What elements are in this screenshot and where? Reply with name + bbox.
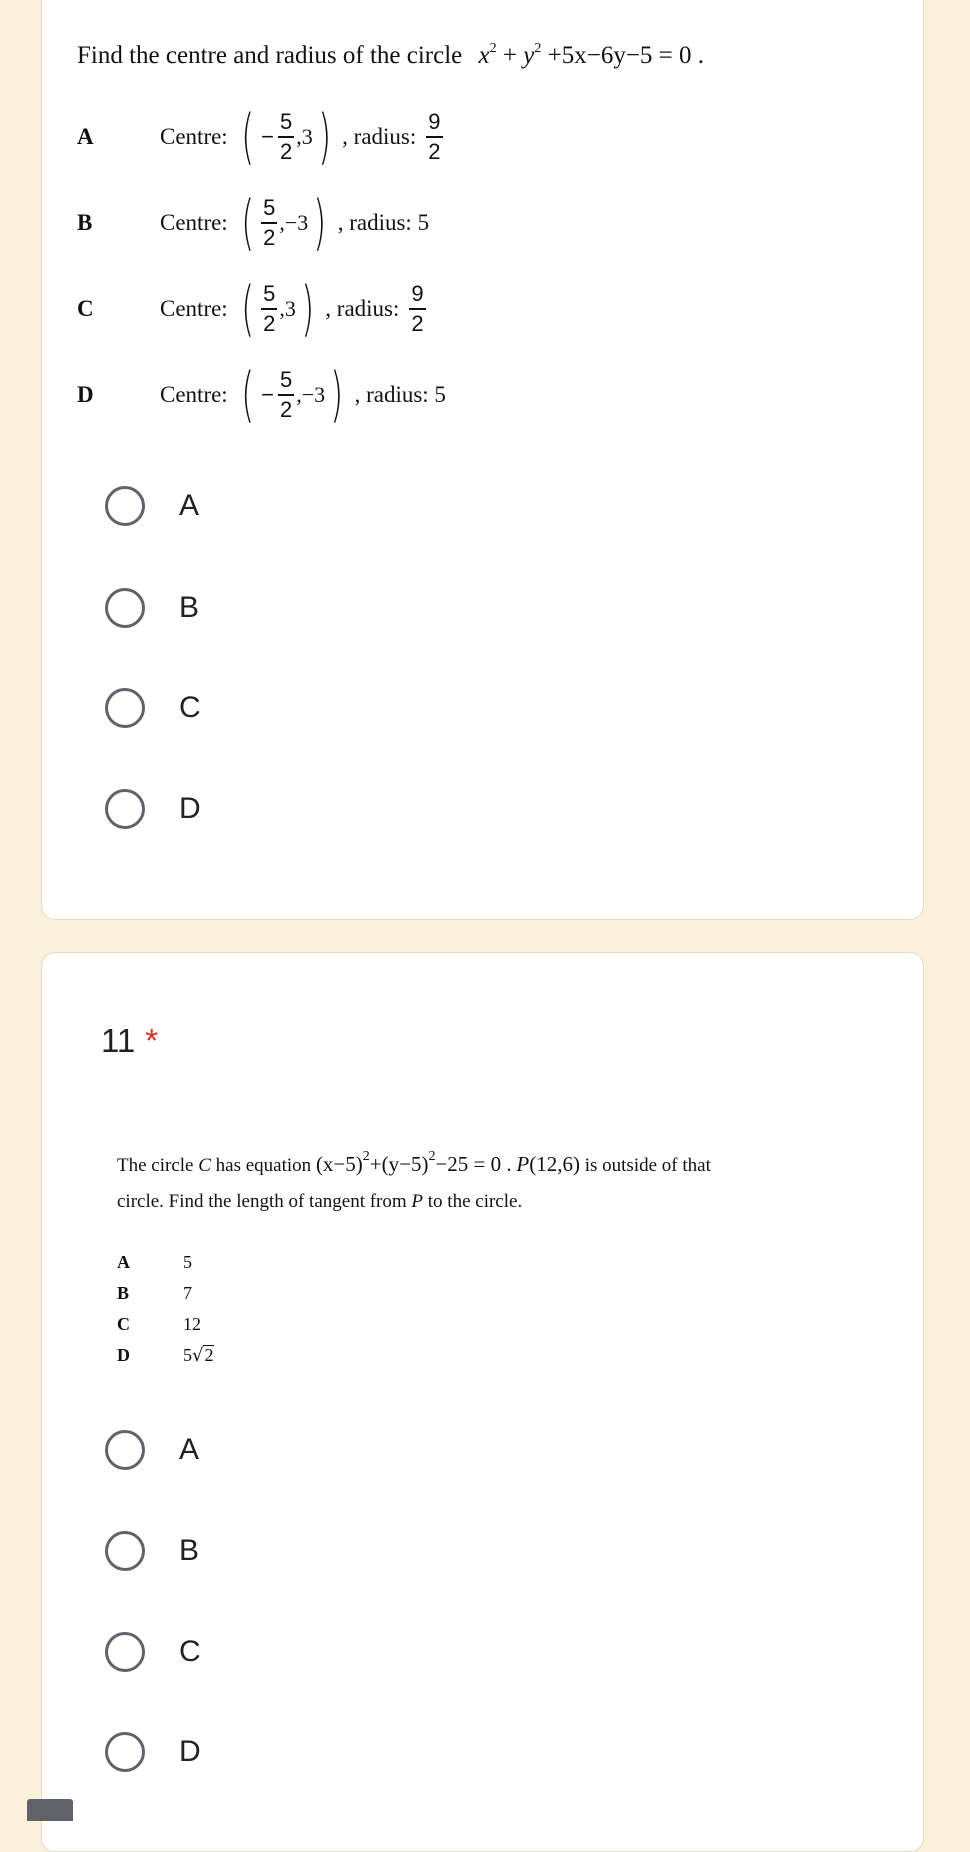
text: The circle: [117, 1155, 194, 1176]
tangent-equation: [315, 1149, 512, 1176]
eq-rest: −5 = 0 .: [625, 42, 705, 69]
option-letter: B: [117, 1283, 130, 1303]
eq-sq: 2: [534, 41, 542, 56]
paren-close: ): [318, 102, 331, 172]
minus-sign: −: [261, 124, 274, 149]
eq-part: (x−5): [315, 1152, 363, 1176]
option-letter: D: [117, 1345, 130, 1365]
question-card-11: [41, 952, 924, 1852]
eq-sq: 2: [428, 1149, 436, 1164]
choice-label: D: [179, 792, 201, 825]
option-c-text: [77, 274, 428, 344]
question-10-prompt: [77, 42, 704, 70]
radius-label: , radius:: [342, 124, 417, 149]
radio-button-icon[interactable]: [105, 486, 145, 526]
q11-choice-d[interactable]: [105, 1732, 201, 1772]
denominator: 2: [263, 310, 276, 336]
second-coord: ,−3: [279, 210, 309, 235]
eq-x: x: [478, 42, 490, 69]
numerator: 9: [411, 281, 424, 307]
square-root: [192, 1345, 214, 1366]
eq-6y: 6y: [600, 42, 626, 69]
denominator: 2: [428, 138, 441, 164]
centre-label: Centre:: [160, 210, 228, 235]
eq-part: +(y−5): [369, 1152, 429, 1176]
choice-label: A: [179, 1433, 200, 1466]
q10-choice-a[interactable]: [105, 486, 199, 526]
q10-choice-d[interactable]: [105, 789, 201, 829]
point-name: P: [516, 1152, 530, 1176]
radius-text: , radius: 5: [354, 382, 446, 407]
q11-prompt-line-1: [117, 1149, 711, 1177]
option-d-text: [117, 1345, 214, 1366]
text: to the circle.: [427, 1191, 523, 1212]
option-c-text: [117, 1314, 201, 1335]
point-name: P: [411, 1191, 424, 1212]
option-letter: A: [77, 124, 94, 149]
eq-plus: +: [547, 42, 562, 69]
point-coords: (12,6): [529, 1152, 580, 1176]
radio-button-icon[interactable]: [105, 688, 145, 728]
text: is outside of that: [584, 1155, 711, 1176]
radius-label: , radius:: [325, 296, 400, 321]
eq-part: −25 = 0 .: [435, 1152, 512, 1176]
minus-sign: −: [261, 382, 274, 407]
radius-fraction: [409, 283, 425, 335]
option-b-text: [117, 1283, 192, 1304]
choice-label: A: [179, 489, 200, 522]
radio-button-icon[interactable]: [105, 1531, 145, 1571]
denominator: 2: [411, 310, 424, 336]
option-d-text: [77, 360, 446, 430]
second-coord: ,3: [279, 296, 296, 321]
eq-5x: 5x: [561, 42, 587, 69]
q10-choice-c[interactable]: [105, 688, 201, 728]
eq-minus: −: [586, 42, 601, 69]
option-value: 5: [183, 1252, 192, 1272]
prompt-text: Find the centre and radius of the circle: [77, 42, 463, 69]
centre-label: Centre:: [160, 382, 228, 407]
radio-button-icon[interactable]: [105, 1632, 145, 1672]
eq-sq: 2: [362, 1149, 370, 1164]
question-number: 11: [101, 1022, 136, 1059]
option-coef: 5: [183, 1345, 192, 1365]
choice-label: B: [179, 1534, 200, 1567]
q11-choice-c[interactable]: [105, 1632, 201, 1672]
eq-y: y: [523, 42, 535, 69]
numerator: 5: [263, 195, 276, 221]
option-letter: B: [77, 210, 93, 235]
paren-close: ): [301, 274, 315, 344]
text: has equation: [215, 1155, 312, 1176]
q10-choice-b[interactable]: [105, 588, 199, 628]
option-a-text: [117, 1252, 192, 1273]
option-letter: C: [77, 296, 94, 321]
option-value: 12: [183, 1314, 201, 1334]
circle-name: C: [198, 1155, 211, 1176]
radical-sign: √: [192, 1345, 204, 1366]
choice-label: C: [179, 1635, 201, 1668]
radius-text: , radius: 5: [337, 210, 430, 235]
radio-button-icon[interactable]: [105, 789, 145, 829]
fraction: [261, 197, 277, 249]
denominator: 2: [279, 396, 293, 422]
numerator: 5: [279, 367, 293, 393]
radio-button-icon[interactable]: [105, 1430, 145, 1470]
eq-plus: +: [502, 42, 517, 69]
eq-sq: 2: [489, 41, 497, 56]
paren-close: ): [313, 188, 327, 258]
option-b-text: [77, 188, 430, 258]
option-value: 7: [183, 1283, 192, 1303]
question-11-title: [101, 1022, 158, 1060]
paren-open: (: [240, 360, 254, 430]
option-letter: D: [77, 382, 94, 407]
second-coord: ,−3: [296, 382, 326, 407]
radius-fraction: [426, 111, 442, 163]
numerator: 5: [263, 281, 276, 307]
paren-open: (: [240, 102, 254, 172]
paren-open: (: [240, 188, 254, 258]
numerator: 5: [279, 109, 293, 135]
q11-prompt-line-2: [117, 1191, 522, 1213]
second-coord: ,3: [296, 124, 313, 149]
fraction: [278, 369, 294, 421]
paren-open: (: [240, 274, 254, 344]
option-letter: A: [117, 1252, 130, 1272]
centre-label: Centre:: [160, 296, 228, 321]
radicand: 2: [204, 1345, 214, 1365]
choice-label: B: [179, 591, 200, 624]
q11-choice-a[interactable]: [105, 1430, 199, 1470]
radio-button-icon[interactable]: [105, 588, 145, 628]
paren-close: ): [330, 360, 344, 430]
centre-label: Centre:: [160, 124, 228, 149]
numerator: 9: [428, 109, 441, 135]
choice-label: C: [179, 691, 201, 724]
circle-equation: [479, 42, 705, 69]
text: circle. Find the length of tangent from: [117, 1191, 407, 1212]
option-letter: C: [117, 1314, 130, 1334]
fraction: [278, 111, 294, 163]
denominator: 2: [279, 138, 293, 164]
choice-label: D: [179, 1735, 201, 1768]
option-a-text: [77, 102, 445, 172]
denominator: 2: [263, 224, 276, 250]
radio-button-icon[interactable]: [105, 1732, 145, 1772]
required-asterisk: *: [145, 1022, 159, 1059]
q11-choice-b[interactable]: [105, 1531, 199, 1571]
fraction: [261, 283, 277, 335]
